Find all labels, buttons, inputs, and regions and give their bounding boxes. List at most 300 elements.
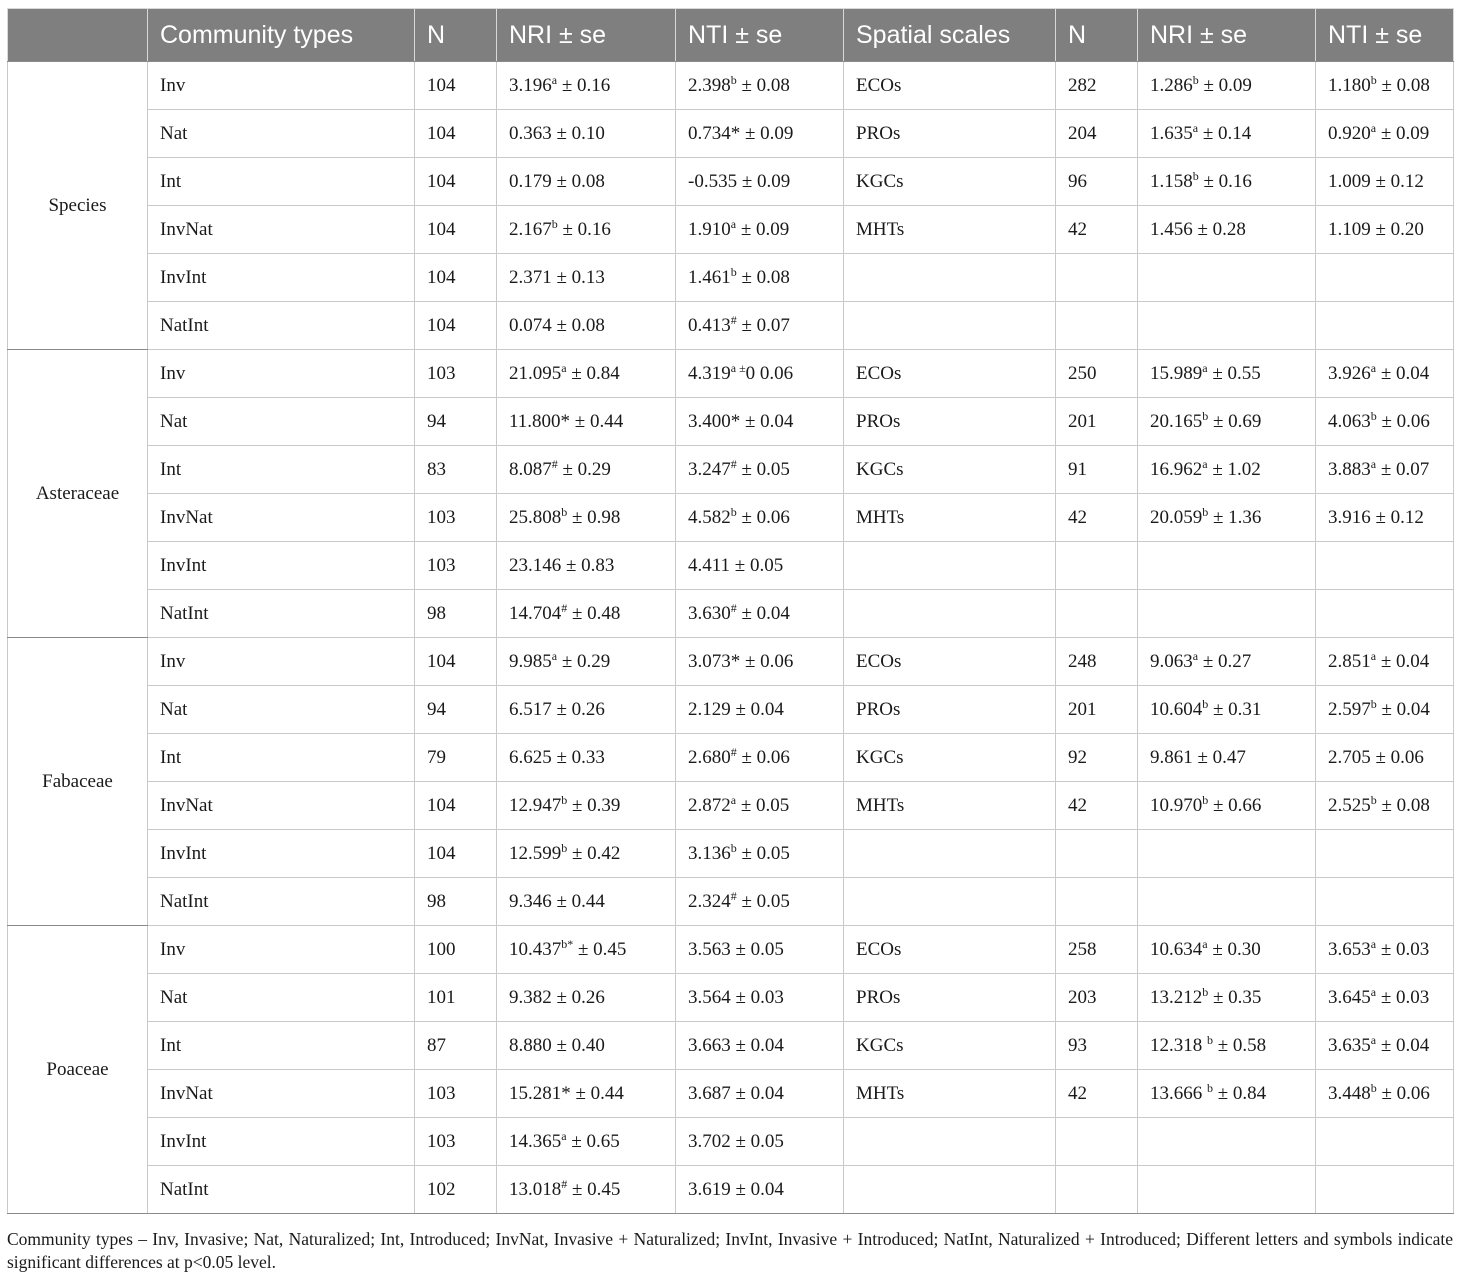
nti-scale-cell (1316, 638, 1454, 686)
n-scale-cell: 204 (1056, 110, 1138, 158)
nri-scale-value: 12.318 (1150, 1034, 1207, 1056)
nti-cell (676, 302, 844, 350)
community-type-cell: Int (148, 446, 415, 494)
nti-value: 2.680 (688, 746, 731, 768)
spatial-scale-cell (844, 1166, 1056, 1214)
table-row (8, 158, 1454, 206)
nti-scale-cell (1316, 734, 1454, 782)
nri-cell (497, 494, 676, 542)
nri-scale-se: ± 0.30 (1207, 938, 1261, 960)
spatial-scale-cell (844, 590, 1056, 638)
nti-value: 2.129 ± 0.04 (688, 698, 784, 720)
nti-cell (676, 878, 844, 926)
nti-cell (676, 398, 844, 446)
nti-scale-se: ± 0.06 (1376, 410, 1430, 432)
nri-scale-significance: b (1202, 504, 1209, 519)
nti-se: ± 0.08 (736, 266, 790, 288)
table-row (8, 62, 1454, 110)
nri-scale-cell (1138, 734, 1316, 782)
nri-scale-value: 13.666 (1150, 1082, 1207, 1104)
n-cell: 98 (415, 590, 497, 638)
nri-se: ± 0.45 (573, 938, 627, 960)
nti-scale-cell (1316, 302, 1454, 350)
nti-scale-value: 3.926 (1328, 362, 1371, 384)
table-row (8, 830, 1454, 878)
nti-significance: a (730, 216, 737, 231)
n-cell: 103 (415, 1118, 497, 1166)
nri-value: 0.363 ± 0.10 (509, 122, 605, 144)
nti-scale-cell (1316, 158, 1454, 206)
n-scale-cell: 250 (1056, 350, 1138, 398)
nti-scale-cell (1316, 398, 1454, 446)
nti-scale-se: ± 0.03 (1376, 986, 1430, 1008)
nri-cell (497, 878, 676, 926)
nti-scale-cell (1316, 62, 1454, 110)
community-type-cell: NatInt (148, 878, 415, 926)
nri-cell (497, 302, 676, 350)
nri-scale-significance: b (1192, 168, 1199, 183)
nri-scale-value: 1.456 ± 0.28 (1150, 218, 1246, 240)
table-row (8, 878, 1454, 926)
n-cell: 104 (415, 830, 497, 878)
header-blank (8, 9, 148, 62)
nri-scale-se: ± 0.58 (1213, 1034, 1267, 1056)
nri-value: 13.018 (509, 1178, 562, 1200)
nti-scale-cell (1316, 254, 1454, 302)
community-type-cell: Inv (148, 62, 415, 110)
nri-significance: b* (561, 936, 574, 951)
nti-scale-value: 3.653 (1328, 938, 1371, 960)
nti-se: ± 0.08 (736, 74, 790, 96)
nti-scale-se: ± 0.03 (1376, 938, 1430, 960)
community-type-cell: NatInt (148, 590, 415, 638)
nti-cell (676, 734, 844, 782)
nri-scale-cell (1138, 638, 1316, 686)
nti-scale-cell (1316, 494, 1454, 542)
results-table (7, 8, 1454, 1214)
nri-scale-significance: b (1202, 696, 1209, 711)
n-scale-cell: 91 (1056, 446, 1138, 494)
table-row (8, 638, 1454, 686)
nri-scale-significance: a (1202, 360, 1208, 375)
nti-scale-se: ± 0.04 (1376, 650, 1430, 672)
nti-cell (676, 830, 844, 878)
nti-cell (676, 206, 844, 254)
n-scale-cell: 282 (1056, 62, 1138, 110)
table-row (8, 254, 1454, 302)
nti-cell (676, 494, 844, 542)
n-scale-cell (1056, 590, 1138, 638)
nti-scale-significance: a (1370, 120, 1377, 135)
n-cell: 101 (415, 974, 497, 1022)
community-type-cell: Nat (148, 974, 415, 1022)
table-row (8, 1070, 1454, 1118)
n-scale-cell (1056, 254, 1138, 302)
nti-scale-cell (1316, 590, 1454, 638)
nri-value: 12.599 (509, 842, 562, 864)
nti-value: 3.400* ± 0.04 (688, 410, 794, 432)
nri-cell (497, 110, 676, 158)
table-row (8, 974, 1454, 1022)
table-row (8, 1166, 1454, 1214)
nti-cell (676, 350, 844, 398)
table-row (8, 734, 1454, 782)
nti-scale-significance: a (1370, 1032, 1377, 1047)
spatial-scale-cell (844, 1118, 1056, 1166)
nti-scale-cell (1316, 830, 1454, 878)
nri-value: 21.095 (509, 362, 562, 384)
nri-scale-value: 13.212 (1150, 986, 1203, 1008)
nti-scale-cell (1316, 1166, 1454, 1214)
nri-scale-value: 9.063 (1150, 650, 1193, 672)
table-row (8, 302, 1454, 350)
community-type-cell: InvInt (148, 542, 415, 590)
nti-scale-cell (1316, 1022, 1454, 1070)
nri-significance: b (561, 840, 568, 855)
community-type-cell: Int (148, 158, 415, 206)
nti-se: ± 0.05 (736, 794, 790, 816)
nri-value: 15.281* ± 0.44 (509, 1082, 624, 1104)
nri-scale-cell (1138, 446, 1316, 494)
nri-cell (497, 446, 676, 494)
nri-se: ± 0.29 (557, 458, 611, 480)
nri-cell (497, 1022, 676, 1070)
nri-value: 2.167 (509, 218, 552, 240)
nti-value: 3.136 (688, 842, 731, 864)
n-cell: 83 (415, 446, 497, 494)
community-type-cell: InvNat (148, 494, 415, 542)
nri-scale-cell (1138, 494, 1316, 542)
nri-se: ± 0.48 (567, 602, 621, 624)
community-type-cell: InvNat (148, 782, 415, 830)
header-community-types: Community types (148, 9, 415, 62)
nti-scale-significance: a (1370, 984, 1377, 999)
community-type-cell: Int (148, 734, 415, 782)
header-nti: NTI ± se (676, 9, 844, 62)
nti-scale-value: 4.063 (1328, 410, 1371, 432)
nti-scale-se: ± 0.04 (1376, 1034, 1430, 1056)
spatial-scale-cell (844, 542, 1056, 590)
table-row (8, 446, 1454, 494)
header-nti-scale: NTI ± se (1316, 9, 1454, 62)
nri-scale-cell (1138, 782, 1316, 830)
nri-scale-cell (1138, 878, 1316, 926)
nri-significance: b (551, 216, 558, 231)
nti-significance: # (730, 888, 737, 903)
table-row (8, 926, 1454, 974)
nti-cell (676, 110, 844, 158)
nri-se: ± 0.84 (566, 362, 620, 384)
nti-scale-significance: b (1370, 72, 1377, 87)
n-scale-cell: 42 (1056, 494, 1138, 542)
nti-cell (676, 638, 844, 686)
n-scale-cell: 201 (1056, 398, 1138, 446)
nti-cell (676, 782, 844, 830)
community-type-cell: InvNat (148, 1070, 415, 1118)
nri-significance: # (561, 600, 568, 615)
group-label: Fabaceae (8, 638, 148, 926)
table-row (8, 542, 1454, 590)
nri-scale-se: ± 0.31 (1208, 698, 1262, 720)
nti-scale-cell (1316, 446, 1454, 494)
nri-scale-value: 20.165 (1150, 410, 1203, 432)
nri-value: 2.371 ± 0.13 (509, 266, 605, 288)
nri-scale-significance: b (1202, 984, 1209, 999)
n-scale-cell (1056, 1166, 1138, 1214)
nri-value: 8.087 (509, 458, 552, 480)
n-cell: 103 (415, 350, 497, 398)
nri-scale-se: ± 0.35 (1208, 986, 1262, 1008)
n-cell: 104 (415, 254, 497, 302)
n-cell: 102 (415, 1166, 497, 1214)
n-scale-cell: 201 (1056, 686, 1138, 734)
n-cell: 104 (415, 62, 497, 110)
nti-cell (676, 158, 844, 206)
nti-scale-significance: b (1370, 696, 1377, 711)
nti-scale-cell (1316, 542, 1454, 590)
nti-value: 3.663 ± 0.04 (688, 1034, 784, 1056)
nri-cell (497, 830, 676, 878)
nti-scale-cell (1316, 206, 1454, 254)
nti-value: 1.461 (688, 266, 731, 288)
nti-significance: # (730, 456, 737, 471)
n-scale-cell: 93 (1056, 1022, 1138, 1070)
community-type-cell: Nat (148, 686, 415, 734)
nri-cell (497, 974, 676, 1022)
nri-scale-cell (1138, 110, 1316, 158)
community-type-cell: InvInt (148, 254, 415, 302)
nri-significance: a (551, 648, 558, 663)
nri-cell (497, 734, 676, 782)
nti-scale-cell (1316, 1070, 1454, 1118)
nti-value: 3.619 ± 0.04 (688, 1178, 784, 1200)
nri-value: 9.382 ± 0.26 (509, 986, 605, 1008)
nti-se: ± 0.06 (736, 746, 790, 768)
nti-cell (676, 446, 844, 494)
nri-value: 23.146 ± 0.83 (509, 554, 615, 576)
n-scale-cell (1056, 1118, 1138, 1166)
nri-se: ± 0.39 (567, 794, 621, 816)
nti-significance: b (730, 504, 737, 519)
nti-se: 0 0.06 (745, 362, 794, 384)
nti-scale-cell (1316, 782, 1454, 830)
nri-cell (497, 206, 676, 254)
spatial-scale-cell (844, 830, 1056, 878)
n-cell: 98 (415, 878, 497, 926)
nri-value: 14.365 (509, 1130, 562, 1152)
nti-scale-cell (1316, 1118, 1454, 1166)
nri-scale-cell (1138, 1118, 1316, 1166)
nri-scale-cell (1138, 542, 1316, 590)
nti-value: 3.073* ± 0.06 (688, 650, 794, 672)
community-type-cell: NatInt (148, 1166, 415, 1214)
community-type-cell: Nat (148, 110, 415, 158)
nti-scale-significance: a (1370, 456, 1377, 471)
nti-value: 0.413 (688, 314, 731, 336)
nri-cell (497, 254, 676, 302)
nri-se: ± 0.98 (567, 506, 621, 528)
nri-scale-cell (1138, 350, 1316, 398)
spatial-scale-cell: PROs (844, 110, 1056, 158)
nri-cell (497, 62, 676, 110)
nti-scale-se: ± 0.08 (1376, 74, 1430, 96)
table-row (8, 206, 1454, 254)
nri-scale-significance: a (1192, 648, 1199, 663)
n-cell: 104 (415, 158, 497, 206)
nti-scale-value: 2.705 ± 0.06 (1328, 746, 1424, 768)
nti-scale-value: 0.920 (1328, 122, 1371, 144)
nri-significance: # (561, 1176, 568, 1191)
header-spatial-scales: Spatial scales (844, 9, 1056, 62)
nri-scale-se: ± 0.55 (1207, 362, 1261, 384)
nri-scale-value: 9.861 ± 0.47 (1150, 746, 1246, 768)
nri-se: ± 0.42 (567, 842, 621, 864)
nri-scale-cell (1138, 590, 1316, 638)
spatial-scale-cell: MHTs (844, 494, 1056, 542)
nti-value: 3.687 ± 0.04 (688, 1082, 784, 1104)
nti-scale-value: 1.180 (1328, 74, 1371, 96)
nti-value: -0.535 ± 0.09 (688, 170, 791, 192)
nti-scale-se: ± 0.07 (1376, 458, 1430, 480)
nti-significance: a (730, 792, 737, 807)
nti-cell (676, 542, 844, 590)
nti-value: 3.702 ± 0.05 (688, 1130, 784, 1152)
nti-cell (676, 926, 844, 974)
community-type-cell: Inv (148, 926, 415, 974)
nti-se: ± 0.06 (736, 506, 790, 528)
table-row (8, 494, 1454, 542)
spatial-scale-cell: PROs (844, 398, 1056, 446)
table-row (8, 782, 1454, 830)
nri-cell (497, 398, 676, 446)
nri-scale-cell (1138, 1022, 1316, 1070)
nri-scale-se: ± 0.16 (1198, 170, 1252, 192)
nti-value: 3.564 ± 0.03 (688, 986, 784, 1008)
nri-scale-se: ± 0.84 (1213, 1082, 1267, 1104)
n-scale-cell: 42 (1056, 1070, 1138, 1118)
nti-value: 4.582 (688, 506, 731, 528)
nti-scale-value: 1.009 ± 0.12 (1328, 170, 1424, 192)
n-scale-cell: 258 (1056, 926, 1138, 974)
n-scale-cell (1056, 878, 1138, 926)
nri-scale-se: ± 1.02 (1207, 458, 1261, 480)
nri-scale-value: 1.158 (1150, 170, 1193, 192)
nri-se: ± 0.16 (557, 74, 611, 96)
nri-value: 8.880 ± 0.40 (509, 1034, 605, 1056)
nti-scale-significance: b (1370, 1080, 1377, 1095)
spatial-scale-cell: KGCs (844, 446, 1056, 494)
table-row (8, 1022, 1454, 1070)
nti-scale-value: 3.448 (1328, 1082, 1371, 1104)
nri-scale-value: 1.286 (1150, 74, 1193, 96)
n-cell: 94 (415, 398, 497, 446)
nri-cell (497, 590, 676, 638)
nri-value: 0.179 ± 0.08 (509, 170, 605, 192)
nti-se: ± 0.05 (736, 458, 790, 480)
nti-scale-value: 3.635 (1328, 1034, 1371, 1056)
nti-cell (676, 1070, 844, 1118)
nti-scale-se: ± 0.08 (1376, 794, 1430, 816)
table-row (8, 350, 1454, 398)
nri-value: 11.800* ± 0.44 (509, 410, 624, 432)
community-type-cell: NatInt (148, 302, 415, 350)
table-footnote: Community types – Inv, Invasive; Nat, Naturalized; Int, Introduced; InvNat, Invasive + Naturalized; InvInt, Invasive + Introduced; NatInt, Naturalized + Introduced; Different letters and symbols indicate significant differences at p<0.05 level. (7, 1229, 1453, 1272)
nri-significance: a (561, 1128, 567, 1143)
nri-scale-cell (1138, 398, 1316, 446)
n-scale-cell: 248 (1056, 638, 1138, 686)
nri-scale-se: ± 0.14 (1198, 122, 1252, 144)
nri-cell (497, 686, 676, 734)
nti-se: ± 0.05 (736, 890, 790, 912)
spatial-scale-cell: KGCs (844, 734, 1056, 782)
table-row (8, 1118, 1454, 1166)
header-row (8, 9, 1454, 62)
spatial-scale-cell (844, 254, 1056, 302)
nti-cell (676, 62, 844, 110)
nri-scale-se: ± 0.27 (1198, 650, 1252, 672)
table-row (8, 398, 1454, 446)
nri-se: ± 0.29 (557, 650, 611, 672)
n-scale-cell (1056, 302, 1138, 350)
nri-value: 9.985 (509, 650, 552, 672)
nri-significance: a (551, 72, 558, 87)
nri-scale-cell (1138, 254, 1316, 302)
nti-cell (676, 686, 844, 734)
nri-scale-se: ± 0.69 (1208, 410, 1262, 432)
nti-scale-se: ± 0.06 (1376, 1082, 1430, 1104)
nri-value: 3.196 (509, 74, 552, 96)
nti-value: 4.319 (688, 362, 731, 384)
nti-cell (676, 1166, 844, 1214)
community-type-cell: Nat (148, 398, 415, 446)
nti-value: 2.872 (688, 794, 731, 816)
nri-scale-cell (1138, 686, 1316, 734)
nri-cell (497, 1070, 676, 1118)
nri-cell (497, 926, 676, 974)
header-n: N (415, 9, 497, 62)
nri-significance: # (551, 456, 558, 471)
n-scale-cell: 42 (1056, 206, 1138, 254)
nri-scale-value: 10.604 (1150, 698, 1203, 720)
nti-scale-value: 2.851 (1328, 650, 1371, 672)
spatial-scale-cell: KGCs (844, 1022, 1056, 1070)
nri-value: 6.517 ± 0.26 (509, 698, 605, 720)
nti-value: 2.324 (688, 890, 731, 912)
nri-cell (497, 1166, 676, 1214)
n-scale-cell: 203 (1056, 974, 1138, 1022)
nri-significance: a (561, 360, 567, 375)
nti-se: ± 0.09 (736, 218, 790, 240)
nri-scale-significance: b (1202, 792, 1209, 807)
n-cell: 103 (415, 542, 497, 590)
nti-scale-cell (1316, 974, 1454, 1022)
n-cell: 94 (415, 686, 497, 734)
nri-scale-se: ± 1.36 (1208, 506, 1262, 528)
nri-value: 6.625 ± 0.33 (509, 746, 605, 768)
nri-scale-cell (1138, 158, 1316, 206)
nri-value: 0.074 ± 0.08 (509, 314, 605, 336)
nri-se: ± 0.16 (557, 218, 611, 240)
spatial-scale-cell (844, 302, 1056, 350)
nti-scale-significance: a (1370, 360, 1377, 375)
nti-scale-cell (1316, 110, 1454, 158)
community-type-cell: Inv (148, 350, 415, 398)
n-scale-cell (1056, 830, 1138, 878)
nti-se: ± 0.04 (736, 602, 790, 624)
nti-scale-significance: b (1370, 408, 1377, 423)
nri-scale-significance: b (1202, 408, 1209, 423)
nti-significance: # (730, 312, 737, 327)
